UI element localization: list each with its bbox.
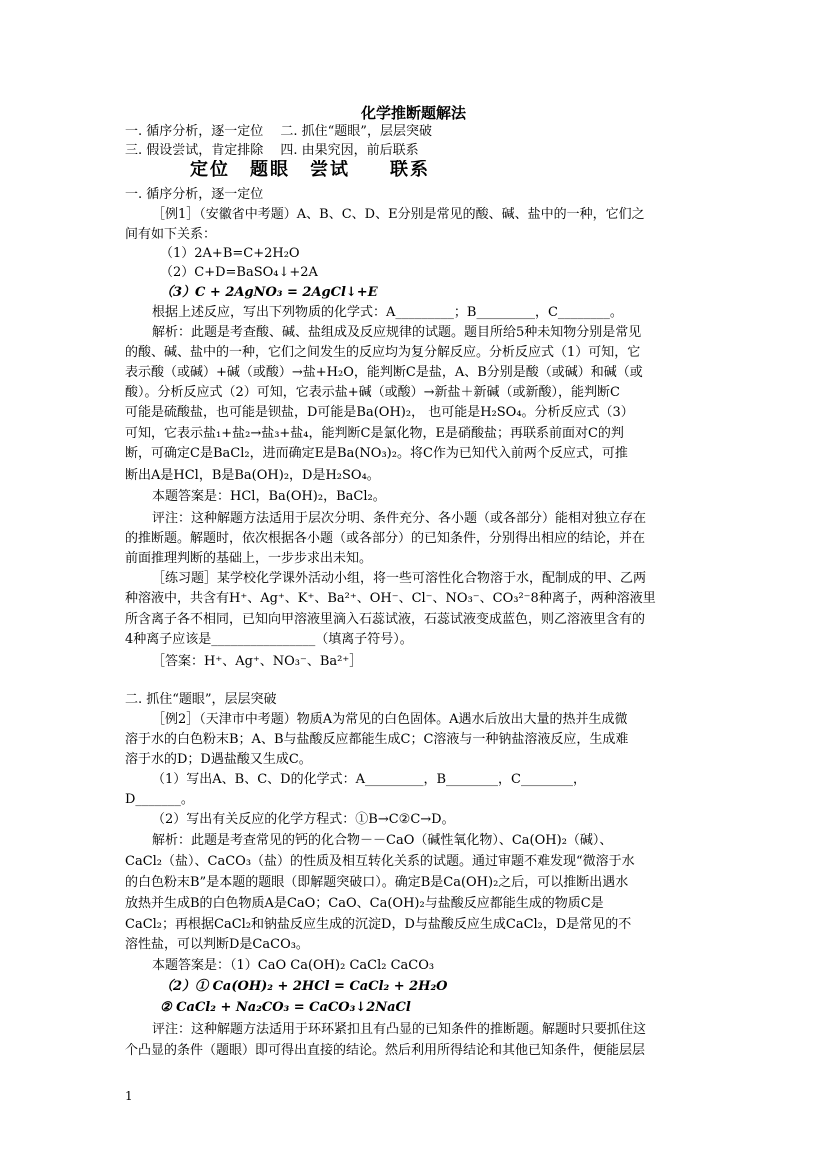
paragraph-line: ［例1］（安徽省中考题）A、B、C、D、E分别是常见的酸、碱、盐中的一种，它们之 [152, 207, 645, 222]
keywords-heading: 定位 题眼 尝试 联系 [190, 160, 430, 180]
paragraph-line: 放热并生成B的白色物质A是CaO；CaO、Ca(OH)₂与盐酸反应都能生成的物质C是 [125, 896, 604, 911]
paragraph-line: CaCl₂；再根据CaCl₂和钠盐反应生成的沉淀D，D与盐酸反应生成CaCl₂，D是常见的不 [125, 917, 632, 932]
paragraph-line: 的酸、碱、盐中的一种，它们之间发生的反应均为复分解反应。分析反应式（1）可知，它 [125, 345, 641, 360]
paragraph-line: 评注：这种解题方法适用于环环紧扣且有凸显的已知条件的推断题。解题时只要抓住这 [152, 1022, 647, 1037]
paragraph-line: 种溶液中，共含有H⁺、Ag⁺、K⁺、Ba²⁺、OH⁻、Cl⁻、NO₃⁻、CO₃²⁻8种离子，两种溶液里 [125, 591, 656, 606]
section-heading: 二. 抓住“题眼”，层层突破 [125, 692, 277, 707]
question-line: 根据上述反应，写出下列物质的化学式：A_________；B_________，C________。 [152, 305, 623, 320]
paragraph-line: ［练习题］某学校化学课外活动小组，将一些可溶性化合物溶于水，配制成的甲、乙两 [152, 571, 647, 586]
page-number: 1 [125, 1089, 133, 1103]
paragraph-line: 4种离子应该是________________（填离子符号）。 [125, 632, 413, 647]
equation-line: （3）C + 2AgNO₃ = 2AgCl↓+E [160, 285, 378, 300]
paragraph-line: 前面推理判断的基础上，一步步求出未知。 [125, 551, 373, 566]
paragraph-line: ［例2］（天津市中考题）物质A为常见的白色固体。A遇水后放出大量的热并生成微 [152, 712, 628, 727]
paragraph-line: 个凸显的条件（题眼）即可得出直接的结论。然后利用所得结论和其他已知条件，便能层层 [125, 1043, 646, 1058]
paragraph-line: 表示酸（或碱）+碱（或酸）→盐+H₂O，能判断C是盐，A、B分别是酸（或碱）和碱（或 [125, 365, 643, 380]
equation-line: （1）2A+B=C+2H₂O [160, 246, 300, 261]
paragraph-line: 溶性盐，可以判断D是CaCO₃。 [125, 937, 309, 952]
paragraph-line: 可能是硫酸盐，也可能是钡盐，D可能是Ba(OH)₂， 也可能是H₂SO₄。分析反应式（3） [125, 405, 634, 420]
paragraph-line: 酸）。分析反应式（2）可知，它表示盐+碱（或酸）→新盐＋新碱（或新酸），能判断C [125, 385, 621, 400]
paragraph-line: 评注：这种解题方法适用于层次分明、条件充分、各小题（或各部分）能相对独立存在 [152, 511, 647, 526]
equation-line: （2）① Ca(OH)₂ + 2HCl = CaCl₂ + 2H₂O [160, 979, 448, 994]
paragraph-line: 解析：此题是考查常见的钙的化合物－－CaO（碱性氧化物）、Ca(OH)₂（碱）、 [152, 833, 613, 848]
question-line: （1）写出A、B、C、D的化学式：A_________，B________，C________， [152, 772, 586, 787]
answer-line: 本题答案是：HCl，Ba(OH)₂，BaCl₂。 [152, 489, 386, 504]
page-title: 化学推断题解法 [360, 104, 466, 122]
equation-line: ② CaCl₂ + Na₂CO₃ = CaCO₃↓2NaCl [160, 1000, 411, 1015]
paragraph-line: 间有如下关系： [125, 227, 217, 242]
method-line: 一. 循序分析，逐一定位 二. 抓住“题眼”，层层突破 [125, 124, 432, 139]
paragraph-line: 的白色粉末B”是本题的题眼（即解题突破口）。确定B是Ca(OH)₂之后，可以推断出遇水 [125, 875, 629, 890]
answer-line: ［答案：H⁺、Ag⁺、NO₃⁻、Ba²⁺］ [152, 654, 363, 669]
method-line: 三. 假设尝试，肯定排除 四. 由果究因，前后联系 [125, 143, 419, 158]
section-heading: 一. 循序分析，逐一定位 [125, 187, 264, 202]
paragraph-line: 溶于水的D；D遇盐酸又生成C。 [125, 752, 312, 767]
paragraph-line: 可知，它表示盐₁+盐₂→盐₃+盐₄，能判断C是氯化物，E是硝酸盐；再联系前面对C的判 [125, 426, 624, 441]
question-line: （2）写出有关反应的化学方程式：①B→C②C→D。 [152, 812, 455, 827]
question-line: D_______。 [125, 792, 194, 807]
paragraph-line: 断出A是HCl，B是Ba(OH)₂，D是H₂SO₄。 [125, 468, 380, 483]
paragraph-line: 解析：此题是考查酸、碱、盐组成及反应规律的试题。题目所给5种未知物分别是常见 [152, 325, 642, 340]
paragraph-line: 的推断题。解题时，依次根据各小题（或各部分）的已知条件，分别得出相应的结论，并在 [125, 531, 646, 546]
paragraph-line: 所含离子各不相同，已知向甲溶液里滴入石蕊试液，石蕊试液变成蓝色，则乙溶液里含有的 [125, 612, 646, 627]
answer-line: 本题答案是：（1）CaO Ca(OH)₂ CaCl₂ CaCO₃ [152, 958, 435, 973]
equation-line: （2）C+D=BaSO₄↓+2A [160, 265, 318, 280]
paragraph-line: CaCl₂（盐）、CaCO₃（盐）的性质及相互转化关系的试题。通过审题不难发现“微溶于水 [125, 854, 635, 869]
paragraph-line: 溶于水的白色粉末B；A、B与盐酸反应都能生成C；C溶液与一种钠盐溶液反应，生成难 [125, 732, 629, 747]
paragraph-line: 断，可确定C是BaCl₂，进而确定E是Ba(NO₃)₂。将C作为已知代入前两个反应式，可推 [125, 446, 628, 461]
